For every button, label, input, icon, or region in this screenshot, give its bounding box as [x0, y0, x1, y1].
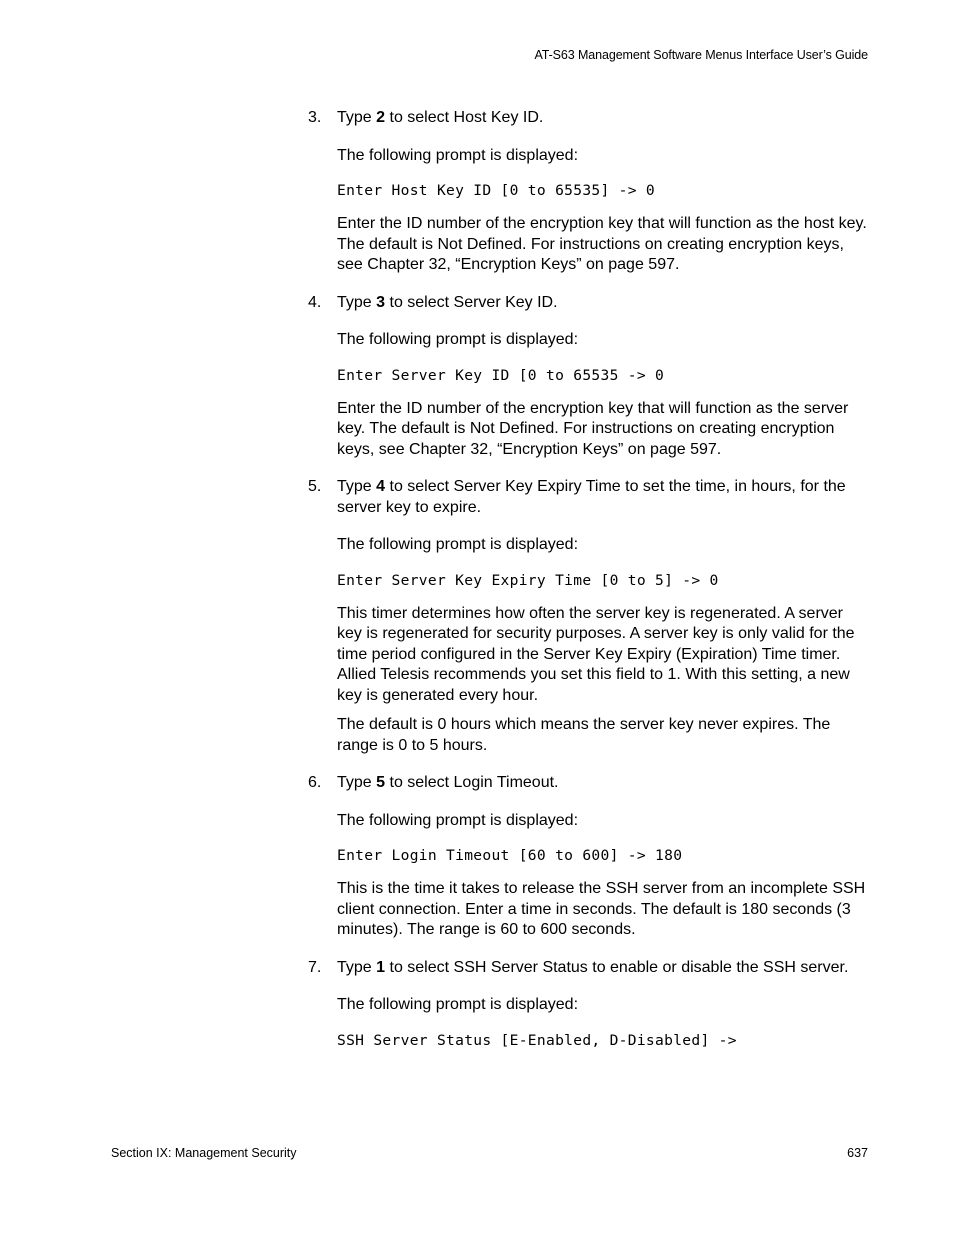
- step-description: Enter the ID number of the encryption key that will function as the host key. The default is Not Defined. For instructions on creating encryption keys, see Chapter 32, “Encryption Keys” on page 597.: [337, 215, 867, 273]
- key-label: 5: [376, 774, 386, 791]
- prompt-code: SSH Server Status [E-Enabled, D-Disabled] ->: [337, 1031, 737, 1049]
- footer-section: Section IX: Management Security: [111, 1146, 297, 1160]
- key-label: 1: [376, 958, 386, 976]
- step-title: Type 4 to select Server Key Expiry Time to set the time, in hours, for the server key to expire.: [337, 478, 846, 516]
- step-title: Type 1 to select SSH Server Status to enable or disable the SSH server.: [337, 958, 849, 976]
- step-number: 6.: [308, 774, 322, 791]
- prompt-code: Enter Login Timeout [60 to 600] -> 180: [337, 847, 683, 864]
- step-title: Type 2 to select Host Key ID.: [337, 109, 544, 126]
- step-title: Type 3 to select Server Key ID.: [337, 293, 558, 311]
- step-4: [308, 293, 868, 461]
- prompt-code: Enter Server Key Expiry Time [0 to 5] -> 0: [337, 571, 719, 589]
- step-5: [308, 477, 868, 756]
- prompt-code: Enter Server Key ID [0 to 65535 -> 0: [337, 366, 665, 384]
- prompt-code: Enter Host Key ID [0 to 65535] -> 0: [337, 182, 656, 199]
- step-6: [308, 773, 868, 941]
- step-title: Type 5 to select Login Timeout.: [337, 774, 559, 791]
- prompt-label: The following prompt is displayed:: [337, 331, 579, 348]
- prompt-label: The following prompt is displayed:: [337, 146, 579, 164]
- step-3: [308, 108, 868, 276]
- instructions-body: [308, 108, 868, 1068]
- step-number: 5.: [308, 478, 322, 495]
- step-7: [308, 958, 868, 1051]
- running-header: AT-S63 Management Software Menus Interface User’s Guide: [534, 48, 868, 62]
- step-description: This timer determines how often the server key is regenerated. A server key is regenerated for security purposes. A server key is only valid for the time period configured in the Server Key Expiry (Expiration) Time timer. Allied Telesis recommends you set this field to 1. With this setting, a new key is generated every hour.: [337, 604, 855, 704]
- key-label: 4: [376, 478, 386, 495]
- prompt-label: The following prompt is displayed:: [337, 996, 579, 1013]
- step-number: 4.: [308, 293, 322, 311]
- step-number: 3.: [308, 109, 322, 126]
- step-description: This is the time it takes to release the SSH server from an incomplete SSH client connection. Enter a time in seconds. The default is 180 seconds (3 minutes). The range is 60 to 600 seconds.: [337, 880, 866, 938]
- step-number: 7.: [308, 958, 322, 976]
- step-description: Enter the ID number of the encryption key that will function as the server key. The default is Not Defined. For instructions on creating encryption keys, see Chapter 32, “Encryption Keys” on page 597.: [337, 399, 849, 458]
- key-label: 3: [376, 293, 386, 311]
- step-description: The default is 0 hours which means the server key never expires. The range is 0 to 5 hours.: [337, 716, 831, 754]
- prompt-label: The following prompt is displayed:: [337, 536, 579, 553]
- key-label: 2: [376, 109, 386, 126]
- prompt-label: The following prompt is displayed:: [337, 811, 579, 829]
- page-number: 637: [847, 1146, 868, 1160]
